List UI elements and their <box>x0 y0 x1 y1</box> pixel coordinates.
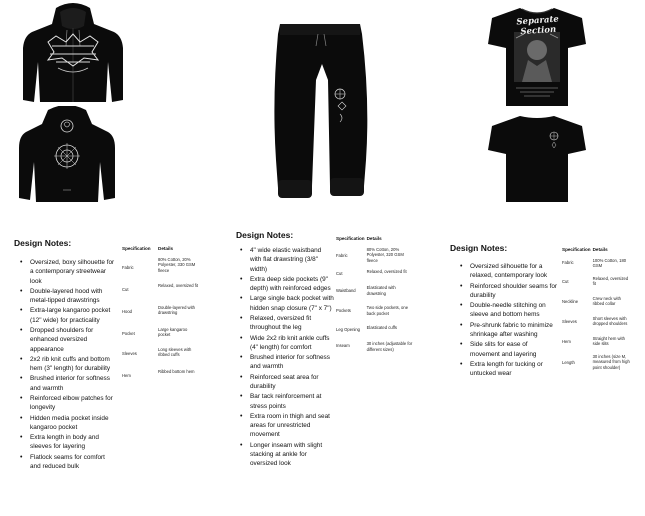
spec-header: Specification <box>336 236 365 241</box>
list-item: • Flatlock seams for comfort and reduced bulk <box>16 453 116 472</box>
list-item: • Bar tack reinforcement at stress points <box>236 392 334 411</box>
list-item: • Large single back pocket with hidden snap closure (7" x 7") <box>236 294 334 313</box>
spec-name: Length <box>562 360 575 365</box>
spec-value: 30 inches (size M, measured from high point shoulder) <box>592 354 630 370</box>
spec-name: Neckline <box>562 299 579 304</box>
hoodie-notes-title: Design Notes: <box>14 238 72 248</box>
list-item: • Hidden media pocket inside kangaroo pocket <box>16 414 116 433</box>
spec-name: Hem <box>562 339 571 344</box>
spec-value: Double-layered with drawstring <box>158 305 196 316</box>
table-row <box>562 354 635 376</box>
list-item: • Oversized, boxy silhouette for a contemporary streetwear look <box>16 258 116 286</box>
spec-name: Leg Opening <box>336 327 360 333</box>
table-row <box>336 247 417 269</box>
spec-value: Two side pockets, one back pocket <box>366 305 409 316</box>
list-item: • Brushed interior for softness and warmth <box>236 353 334 372</box>
table-row <box>122 257 204 283</box>
list-item: • Dropped shoulders for enhanced oversized appearance <box>16 326 116 354</box>
spec-name: Hem <box>122 373 131 378</box>
joggers-spec-table <box>336 236 417 358</box>
table-header-row <box>562 247 635 258</box>
table-row <box>122 347 204 369</box>
spec-value: Ribbed bottom hem <box>158 369 195 374</box>
spec-name: Fabric <box>122 265 134 270</box>
table-row <box>562 316 635 336</box>
hoodie-back-image <box>18 106 116 206</box>
table-row <box>336 269 417 285</box>
table-row <box>336 341 417 358</box>
list-item: • Reinforced seat area for durability <box>236 373 334 392</box>
spec-value: Long sleeves with ribbed cuffs <box>158 347 192 358</box>
table-row <box>562 296 635 316</box>
details-header: Details <box>366 236 382 241</box>
spec-value: 30 inches (adjustable for different sizes) <box>366 341 413 352</box>
spec-name: Pockets <box>336 308 351 314</box>
spec-value: Large kangaroo pocket <box>158 327 188 338</box>
table-row <box>122 305 204 327</box>
list-item: • Extra room in thigh and seat areas for unrestricted movement <box>236 412 334 440</box>
list-item: • Extra length for tucking or untucked wear <box>456 360 558 379</box>
spec-name: Cut <box>562 279 569 284</box>
table-row <box>122 327 204 347</box>
list-item: • Extra deep side pockets (9" depth) with reinforced edges <box>236 275 334 294</box>
table-row <box>336 325 417 341</box>
list-item: • Extra length in body and sleeves for layering <box>16 433 116 452</box>
spec-header: Specification <box>122 246 151 251</box>
spec-value: 100% Cotton, 180 GSM <box>592 258 627 269</box>
list-item: • 4" wide elastic waistband with flat drawstring (3/8" width) <box>236 246 334 274</box>
spec-name: Waistband <box>336 288 356 294</box>
spec-value: Relaxed, oversized fit <box>158 283 199 288</box>
spec-name: Cut <box>336 271 343 277</box>
spec-header: Specification <box>562 247 591 252</box>
list-item: • Oversized silhouette for a relaxed, contemporary look <box>456 262 558 281</box>
table-row <box>336 285 417 305</box>
spec-value: Relaxed, oversized fit <box>592 276 629 287</box>
list-item: • Longer inseam with slight stacking at ankle for oversized look <box>236 441 334 469</box>
list-item: • 2x2 rib knit cuffs and bottom hem (3" length) for durability <box>16 355 116 374</box>
tshirt-back-image <box>488 112 586 204</box>
list-item: • Side slits for ease of movement and layering <box>456 340 558 359</box>
table-header-row <box>122 246 204 257</box>
spec-value: Short sleeves with dropped shoulders <box>592 316 628 327</box>
tshirt-graphic-text: Separate Section <box>516 14 560 38</box>
list-item: • Wide 2x2 rib knit ankle cuffs (4" length) for comfort <box>236 334 334 353</box>
joggers-notes-list <box>236 246 334 469</box>
hoodie-notes-list <box>16 258 116 472</box>
tshirt-notes-list <box>456 262 558 379</box>
spec-name: Fabric <box>562 260 574 265</box>
spec-name: Sleeves <box>562 319 577 324</box>
table-row <box>122 283 204 305</box>
spec-value: Crew neck with ribbed collar <box>592 296 621 307</box>
list-item: • Relaxed, oversized fit throughout the leg <box>236 314 334 333</box>
table-row <box>562 276 635 296</box>
list-item: • Double-layered hood with metal-tipped drawstrings <box>16 287 116 306</box>
spec-value: Elasticated with drawstring <box>366 285 396 296</box>
spec-name: Inseam <box>336 343 350 349</box>
spec-value: Straight hem with side slits <box>592 336 625 347</box>
tshirt-spec-table <box>562 247 635 376</box>
hoodie-spec-table <box>122 246 204 384</box>
spec-name: Cut <box>122 287 129 292</box>
list-item: • Extra-large kangaroo pocket (12" wide) for practicality <box>16 306 116 325</box>
table-header-row <box>336 236 417 247</box>
list-item: • Pre-shrunk fabric to minimize shrinkage after washing <box>456 321 558 340</box>
joggers-image <box>270 20 374 204</box>
details-header: Details <box>158 246 174 251</box>
spec-name: Fabric <box>336 253 348 258</box>
list-item: • Reinforced elbow patches for longevity <box>16 394 116 413</box>
details-header: Details <box>592 247 608 252</box>
tshirt-notes-title: Design Notes: <box>450 243 508 253</box>
list-item: • Reinforced shoulder seams for durability <box>456 282 558 301</box>
list-item: • Brushed interior for softness and warmth <box>16 374 116 393</box>
spec-name: Pocket <box>122 331 135 336</box>
spec-name: Hood <box>122 309 133 314</box>
list-item: • Double-needle stitching on sleeve and bottom hems <box>456 301 558 320</box>
spec-value: Relaxed, oversized fit <box>366 269 407 275</box>
spec-value: 80% Cotton, 20% Polyester, 330 GSM fleece <box>158 257 196 273</box>
spec-value: Elasticated cuffs <box>366 325 398 331</box>
joggers-notes-title: Design Notes: <box>236 230 294 240</box>
table-row <box>562 336 635 354</box>
table-row <box>562 258 635 276</box>
table-row <box>122 369 204 384</box>
spec-value: 80% Cotton, 20% Polyester, 320 GSM fleece <box>366 247 404 263</box>
spec-name: Sleeves <box>122 351 137 356</box>
hoodie-front-image <box>22 2 124 106</box>
table-row <box>336 305 417 325</box>
